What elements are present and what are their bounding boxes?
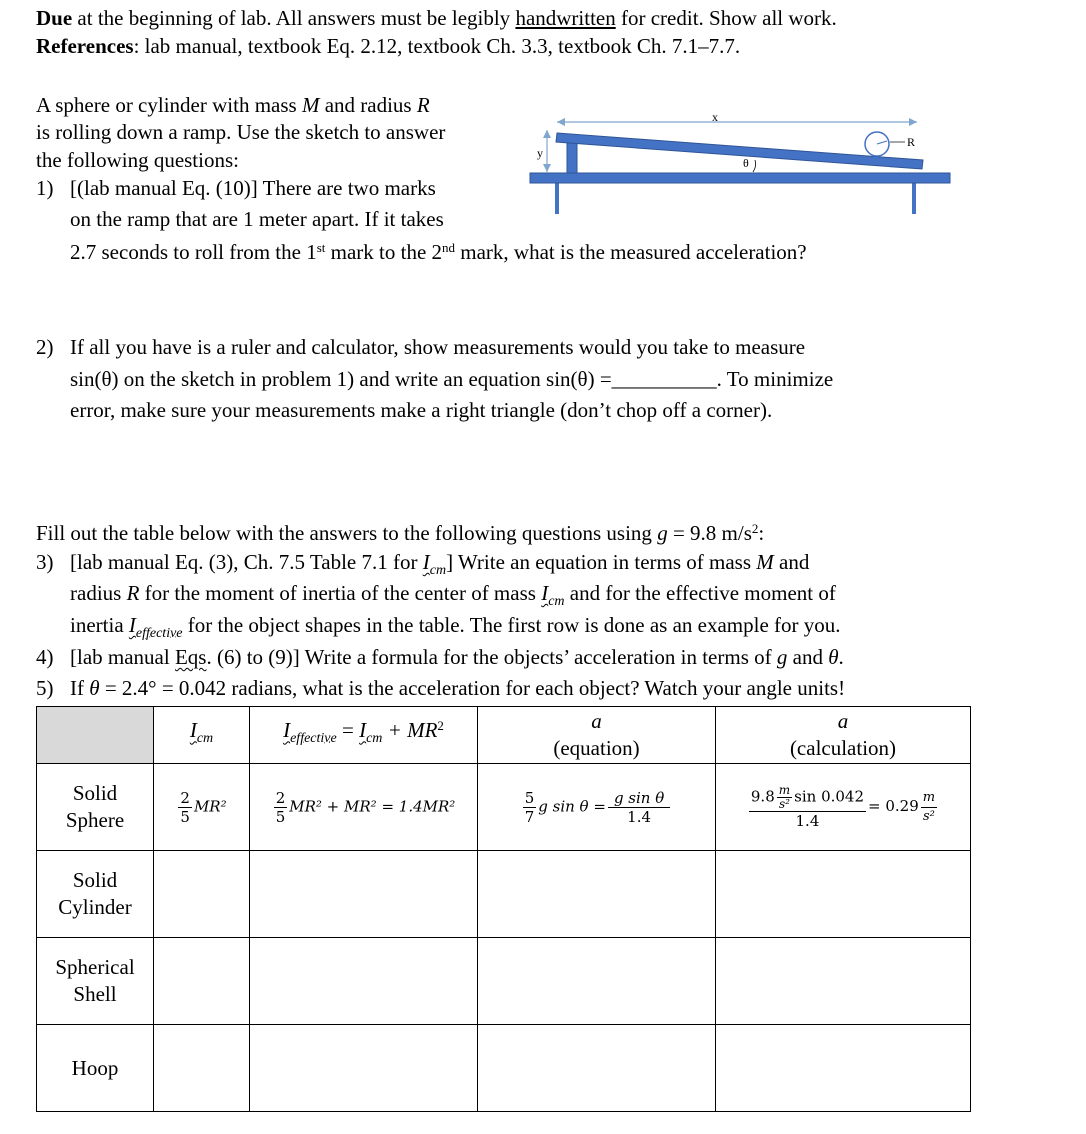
- table-row-spherical-shell: [37, 938, 971, 1025]
- q2-number: 2): [36, 335, 54, 359]
- a-equation-cell[interactable]: [478, 851, 716, 938]
- header-line-2: References: lab manual, textbook Eq. 2.12, textbook Ch. 3.3, textbook Ch. 7.1–7.7.: [36, 34, 741, 58]
- table-leg-right: [912, 182, 916, 214]
- moment-of-inertia-table: [36, 706, 971, 1112]
- q3-line-2: radius R for the moment of inertia of the center of mass $I_{cm}$ and for the effective moment of: [70, 581, 836, 610]
- q1-line-3: 2.7 seconds to roll from the 1st mark to the 2nd mark, what is the measured acceleration?: [70, 240, 807, 264]
- q4-line: [lab manual Eqs. (6) to (9)] Write a formula for the objects’ acceleration in terms of g and θ.: [70, 645, 844, 669]
- ieffective-cell: $\frac{2}{5}$ MR² + MR² = 1.4MR²: [250, 764, 478, 851]
- ramp-support: [567, 140, 577, 173]
- row-label: Solid Sphere: [37, 764, 154, 851]
- row-label: Solid Cylinder: [37, 851, 154, 938]
- a-calculation-cell[interactable]: [716, 938, 971, 1025]
- q5-number: 5): [36, 676, 54, 700]
- table-header-row: [37, 707, 971, 764]
- a-equation-cell: $\frac{5}{7}$ g sin θ = $\frac{\text{g sin θ}}{1.4}$: [478, 764, 716, 851]
- q1-line-2: on the ramp that are 1 meter apart. If it takes: [70, 207, 444, 231]
- table-leg-left: [555, 182, 559, 214]
- intro-line-1: A sphere or cylinder with mass M and radius R: [36, 93, 430, 117]
- a-equation-cell[interactable]: [478, 1025, 716, 1112]
- ieffective-cell[interactable]: [250, 851, 478, 938]
- icm-cell: $\frac{2}{5}$ MR²: [154, 764, 250, 851]
- q4-number: 4): [36, 645, 54, 669]
- header-icm: $I_{cm}$: [154, 707, 250, 764]
- q5-line: If θ = 2.4° = 0.042 radians, what is the acceleration for each object? Watch your angle units!: [70, 676, 846, 700]
- intro-line-2: is rolling down a ramp. Use the sketch to answer: [36, 120, 446, 144]
- q1-line-1: [(lab manual Eq. (10)] There are two marks: [70, 176, 436, 200]
- y-label: y: [537, 146, 543, 160]
- q3-line-1: [lab manual Eq. (3), Ch. 7.5 Table 7.1 for $I_{cm}$] Write an equation in terms of mass M and: [70, 550, 810, 579]
- intro-line-3: the following questions:: [36, 148, 239, 172]
- r-label: R: [907, 135, 916, 149]
- a-calculation-cell: 9.8 $\frac{m}{\text{s²}}$ sin 0.042 1.4 = 0.29 $\frac{m}{\text{s²}}$: [716, 764, 971, 851]
- q3-line-3: inertia $I_{effective}$ for the object shapes in the table. The first row is done as an example for you.: [70, 613, 841, 642]
- icm-cell[interactable]: [154, 1025, 250, 1112]
- ieffective-cell[interactable]: [250, 938, 478, 1025]
- header-line-1: Due at the beginning of lab. All answers must be legibly handwritten for credit. Show all work.: [36, 6, 837, 30]
- header-a-calculation: a (calculation): [716, 707, 971, 764]
- table-row-solid-sphere: [37, 764, 971, 851]
- q3-number: 3): [36, 550, 54, 574]
- a-calculation-cell[interactable]: [716, 1025, 971, 1112]
- table-top: [530, 173, 950, 183]
- table-row-solid-cylinder: [37, 851, 971, 938]
- row-label: Hoop: [37, 1025, 154, 1112]
- q2-line-3: error, make sure your measurements make a right triangle (don’t chop off a corner).: [70, 398, 773, 422]
- a-equation-cell[interactable]: [478, 938, 716, 1025]
- header-a-equation: a (equation): [478, 707, 716, 764]
- row-label: Spherical Shell: [37, 938, 154, 1025]
- table-row-hoop: [37, 1025, 971, 1112]
- q1-number: 1): [36, 176, 54, 200]
- x-label: x: [712, 110, 718, 124]
- q2-line-2: sin(θ) on the sketch in problem 1) and write an equation sin(θ) =__________. To minimize: [70, 367, 834, 391]
- icm-cell[interactable]: [154, 851, 250, 938]
- fill-instruction: Fill out the table below with the answers to the following questions using g = 9.8 $m/s^2$:: [36, 521, 765, 545]
- header-blank-cell: [37, 707, 154, 764]
- header-ieffective: $I_{effective} = I_{cm} + MR^2$: [250, 707, 478, 764]
- theta-label: θ: [743, 156, 749, 170]
- q2-line-1: If all you have is a ruler and calculator, show measurements would you take to measure: [70, 335, 806, 359]
- ramp-sketch: [525, 100, 955, 215]
- ieffective-cell[interactable]: [250, 1025, 478, 1112]
- icm-cell[interactable]: [154, 938, 250, 1025]
- a-calculation-cell[interactable]: [716, 851, 971, 938]
